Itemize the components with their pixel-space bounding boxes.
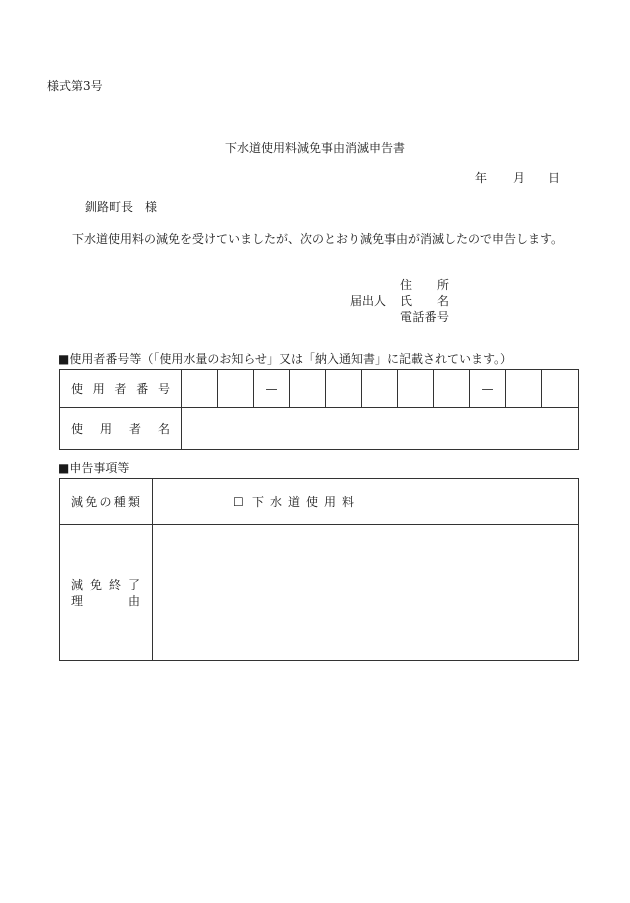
- date-day-label: 日: [548, 171, 561, 185]
- label-character: 番: [424, 310, 437, 324]
- label-character: 減: [71, 577, 84, 592]
- user-number-label: [71, 383, 170, 395]
- exemption-type-row: [60, 479, 579, 525]
- date-month-label: 月: [513, 171, 526, 185]
- report-table: [59, 478, 579, 661]
- end-reason-label-cell: [60, 525, 153, 661]
- user-section-heading: ■使用者番号等（「使用水量のお知らせ」又は「納入通知書」に記載されています。）: [58, 352, 513, 366]
- label-character: 番: [136, 381, 149, 396]
- label-character: 用: [92, 381, 105, 396]
- label-character: 住: [400, 278, 413, 292]
- exemption-type-label: [71, 496, 140, 508]
- user-info-table: [59, 369, 579, 450]
- user-number-cell: [218, 370, 254, 408]
- user-number-separator: —: [254, 370, 290, 408]
- label-character: 種: [113, 494, 126, 509]
- user-name-row: [60, 408, 579, 450]
- report-section-heading: ■申告事項等: [58, 461, 130, 475]
- user-number-cell: [434, 370, 470, 408]
- label-character: 由: [127, 593, 140, 608]
- end-reason-label-line1: [71, 579, 140, 591]
- label-character: 氏: [400, 294, 413, 308]
- name-label: [400, 295, 449, 307]
- user-number-row: [60, 370, 579, 408]
- document-title: 下水道使用料減免事由消滅申告書: [224, 141, 405, 155]
- end-reason-row: [60, 525, 579, 661]
- checkbox-icon: ☐: [233, 494, 244, 509]
- label-character: 終: [108, 577, 121, 592]
- label-character: の: [99, 494, 112, 509]
- user-number-cell: [326, 370, 362, 408]
- user-name-label-cell: [60, 408, 182, 450]
- user-number-cell: [542, 370, 579, 408]
- label-character: 免: [89, 577, 102, 592]
- exemption-type-option: [153, 496, 578, 508]
- label-character: 理: [71, 593, 84, 608]
- label-character: 了: [127, 577, 140, 592]
- exemption-type-value-cell: [153, 479, 579, 525]
- phone-label: [400, 311, 449, 323]
- addressee: 釧路町長 様: [85, 200, 158, 214]
- label-character: 名: [157, 421, 170, 436]
- exemption-type-option-label: 下水道使用料: [252, 494, 361, 509]
- exemption-type-label-cell: [60, 479, 153, 525]
- user-number-cell: [506, 370, 542, 408]
- label-character: 号: [157, 381, 170, 396]
- end-reason-label: [71, 579, 140, 607]
- user-number-cell: [290, 370, 326, 408]
- label-character: 者: [128, 421, 141, 436]
- label-character: 使: [71, 381, 84, 396]
- label-character: 所: [436, 278, 449, 292]
- user-number-cell: [362, 370, 398, 408]
- label-character: 者: [114, 381, 127, 396]
- user-number-separator: —: [470, 370, 506, 408]
- user-number-cell: [182, 370, 218, 408]
- user-name-label: [71, 423, 170, 435]
- label-character: 用: [99, 421, 112, 436]
- label-character: 話: [412, 310, 425, 324]
- user-number-cell: [398, 370, 434, 408]
- address-label: [400, 279, 449, 291]
- form-number: 様式第3号: [47, 79, 103, 93]
- user-name-value-cell: [182, 408, 579, 450]
- label-character: 免: [85, 494, 98, 509]
- end-reason-value-cell: [153, 525, 579, 661]
- label-character: 名: [436, 294, 449, 308]
- label-character: 類: [127, 494, 140, 509]
- label-character: 電: [400, 310, 413, 324]
- label-character: 使: [71, 421, 84, 436]
- date-year-label: 年: [475, 171, 488, 185]
- label-character: 号: [436, 310, 449, 324]
- applicant-label: 届出人: [350, 294, 387, 308]
- statement: 下水道使用料の減免を受けていましたが、次のとおり減免事由が消滅したので申告します。: [72, 232, 564, 246]
- end-reason-label-line2: [71, 595, 140, 607]
- label-character: 減: [71, 494, 84, 509]
- user-number-label-cell: [60, 370, 182, 408]
